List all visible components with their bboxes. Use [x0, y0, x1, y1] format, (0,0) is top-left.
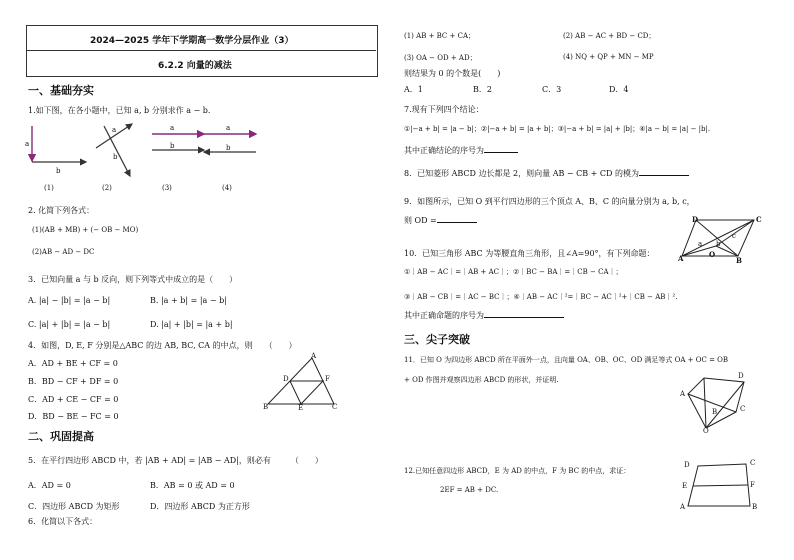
- q7-text: 7.现有下列四个结论：: [404, 105, 484, 114]
- q2-item-1: (1)(AB + MB) + (− OB − MO): [32, 226, 139, 234]
- header-divider: [26, 50, 376, 51]
- q10-line-1: ①｜AB − AC｜=｜AB + AC｜；②｜BC − BA｜=｜CB − CA｜；: [404, 268, 623, 276]
- q6-option-b: B．2: [473, 85, 492, 94]
- q11-point-o: O: [703, 427, 709, 435]
- q9-point-a: A: [678, 254, 684, 263]
- q4-option-d: D．BD − BE − FC = 0: [28, 412, 119, 421]
- q4-point-b: B: [263, 403, 269, 411]
- q9-parallelogram-figure: [682, 218, 762, 263]
- q5-option-d: D．四边形 ABCD 为正方形: [150, 502, 250, 511]
- q10-tail: [404, 310, 564, 321]
- q5-option-c: C．四边形 ABCD 为矩形: [28, 502, 120, 511]
- q9-point-b: B: [736, 256, 742, 265]
- q8-answer-blank[interactable]: [639, 168, 689, 176]
- q11-point-b: B: [712, 408, 718, 416]
- q9-label-b: b: [716, 240, 721, 248]
- page-subtitle: 6.2.2 向量的减法: [158, 61, 232, 71]
- fig2-caption: (2): [102, 184, 112, 192]
- q12-point-d: D: [684, 461, 690, 469]
- q9-label-a: a: [698, 240, 703, 248]
- section-heading-advanced: 三、尖子突破: [404, 333, 470, 346]
- fig1-label-a: a: [25, 140, 30, 148]
- q12-point-c: C: [750, 459, 756, 467]
- q11-pyramid-figure: [684, 372, 754, 432]
- q11-line-2: + OD 作图并观察四边形 ABCD 的形状，并证明.: [404, 376, 559, 384]
- q5-text: 5．在平行四边形 ABCD 中，若 |AB + AD| = |AB − AD|，则必有 （ ）: [28, 456, 323, 465]
- q10-tail-text: 其中正确命题的序号为: [404, 311, 484, 320]
- q6-option-d: D．4: [609, 85, 629, 94]
- section-heading-basic: 一、基础夯实: [28, 84, 94, 97]
- q5-option-b: B．AB = 0 或 AD = 0: [150, 481, 235, 490]
- q10-text: 10．已知三角形 ABC 为等腰直角三角形，且∠A=90°，有下列命题：: [404, 249, 655, 258]
- q4-point-a: A: [311, 352, 317, 360]
- q7-tail: [404, 145, 518, 156]
- q6-option-c: C．3: [542, 85, 562, 94]
- q2-text: 2. 化简下列各式：: [28, 206, 95, 215]
- q9-label-c: c: [732, 232, 736, 240]
- q3-option-b: B. |a + b| = |a − b|: [150, 296, 227, 305]
- q6-text: 6．化简以下各式：: [28, 517, 98, 526]
- q12-point-b: B: [752, 503, 758, 511]
- q11-point-a: A: [680, 390, 686, 398]
- q11-point-d: D: [738, 372, 744, 380]
- fig1-caption: (1): [44, 184, 54, 192]
- q9-tail: 则 OD =: [404, 216, 437, 225]
- page-title: 2024—2025 学年下学期高一数学分层作业（3）: [90, 36, 294, 46]
- q9-answer-blank[interactable]: [437, 215, 477, 223]
- q10-answer-blank[interactable]: [484, 310, 564, 318]
- fig4-caption: (4): [222, 184, 232, 192]
- q6-item-3: (3) OA − OD + AD；: [404, 54, 477, 62]
- q1-figures: [24, 116, 284, 196]
- q6-option-a: A．1: [404, 85, 423, 94]
- q7-formula: ①|−a + b| = |a − b|；②|−a + b| = |a + b|；③|−a + b| = |a| + |b|；④|a − b| = |a| − |b|.: [404, 125, 711, 133]
- q7-tail-text: 其中正确结论的序号为: [404, 146, 484, 155]
- q11-point-c: C: [740, 405, 746, 413]
- fig2-label-b: b: [113, 153, 118, 161]
- q8-line: [404, 168, 689, 179]
- q4-option-c: C．AD + CE − CF = 0: [28, 395, 119, 404]
- q5-option-a: A．AD = 0: [28, 481, 71, 490]
- q4-point-d: D: [283, 375, 289, 383]
- q4-point-e: E: [298, 404, 304, 412]
- q12-point-e: E: [682, 482, 688, 490]
- q6-item-1: (1) AB + BC + CA；: [404, 32, 476, 40]
- q7-answer-blank[interactable]: [484, 145, 518, 153]
- q10-line-2: ③｜AB − CB｜=｜AC − BC｜；④｜AB − AC｜²=｜BC − AC｜²+｜CB − AB｜².: [404, 293, 678, 301]
- q12-quadrilateral-figure: [688, 462, 758, 510]
- fig3-label-a: a: [170, 124, 175, 132]
- fig1-label-b: b: [56, 167, 61, 175]
- q9-text: 9．如图所示，已知 O 到平行四边形的三个顶点 A、B、C 的向量分别为 a, b, c，: [404, 197, 695, 206]
- q11-line-1: 11．已知 O 为四边形 ABCD 所在平面外一点，且向量 OA、OB、OC、OD 满足等式 OA + OC = OB: [404, 356, 729, 364]
- fig2-label-a: a: [112, 126, 117, 134]
- q4-point-c: C: [332, 403, 338, 411]
- q4-option-a: A．AD + BE + CF = 0: [28, 359, 118, 368]
- q6-item-2: (2) AB − AC + BD − CD；: [563, 32, 656, 40]
- fig4-label-b: b: [226, 144, 231, 152]
- fig4-label-a: a: [226, 124, 231, 132]
- q9-point-d: D: [692, 215, 699, 224]
- section-heading-consolidate: 二、巩固提高: [28, 430, 94, 443]
- fig3-label-b: b: [170, 142, 175, 150]
- q4-option-b: B．BD − CF + DF = 0: [28, 377, 119, 386]
- q3-text: 3．已知向量 a 与 b 反向，则下列等式中成立的是（ ）: [28, 275, 238, 284]
- q4-text: 4．如图，D, E, F 分别是△ABC 的边 AB, BC, CA 的中点，则 （ ）: [28, 341, 297, 350]
- q4-point-f: F: [325, 375, 330, 383]
- q6-tail: 则结果为 0 的个数是( ): [404, 69, 501, 78]
- fig3-caption: (3): [162, 184, 172, 192]
- q1-text: 1.如下图，在各小题中，已知 a, b 分别求作 a − b.: [28, 106, 211, 115]
- q8-text: 8．已知菱形 ABCD 边长都是 2，则向量 AB − CB + CD 的模为: [404, 169, 640, 178]
- q9-line2: [404, 215, 477, 226]
- q3-option-d: D. |a| + |b| = |a + b|: [150, 320, 233, 329]
- q3-option-a: A. |a| − |b| = |a − b|: [28, 296, 111, 305]
- q3-option-c: C. |a| + |b| = |a − b|: [28, 320, 111, 329]
- q9-point-o: O: [709, 250, 716, 259]
- q12-point-f: F: [750, 481, 755, 489]
- q12-line-1: 12.已知任意四边形 ABCD，E 为 AD 的中点，F 为 BC 的中点，求证：: [404, 467, 631, 475]
- q9-point-c: C: [756, 215, 762, 224]
- q12-line-2: 2EF = AB + DC.: [440, 486, 499, 494]
- q2-item-2: (2)AB − AD − DC: [32, 248, 95, 256]
- q12-point-a: A: [680, 503, 686, 511]
- q6-item-4: (4) NQ + QP + MN − MP: [563, 53, 654, 61]
